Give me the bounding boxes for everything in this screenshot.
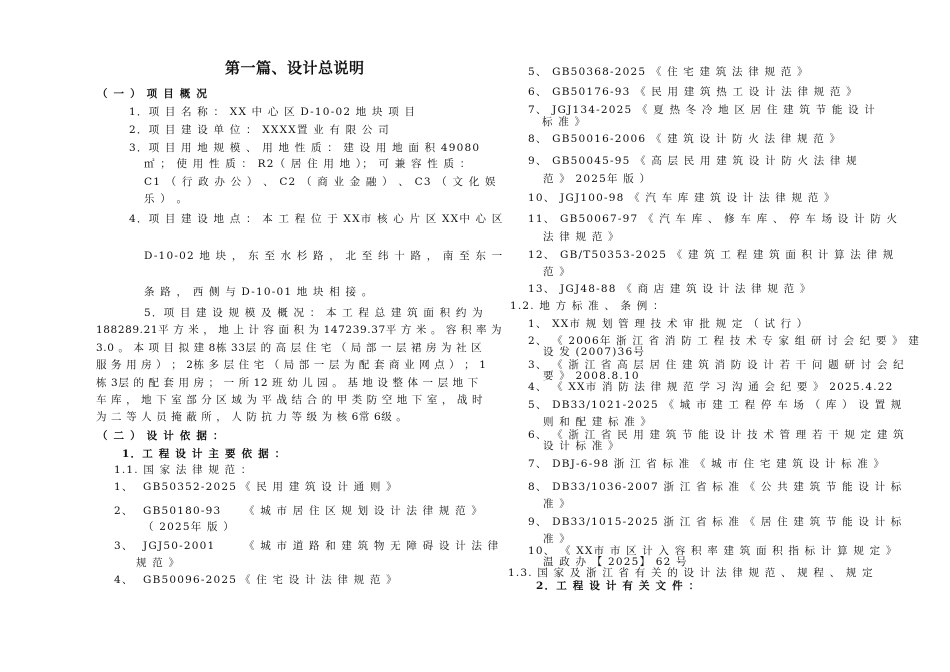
list-item: 11、 GB50067-97 《 汽 车 库 、 修 车 库 、 停 车 场 设 计 防 火 [528, 213, 899, 225]
list-item: 4、 《 XX市 消 防 法 律 规 范 学 习 沟 通 会 纪 要 》 2025.4.22 [528, 381, 894, 393]
list-item-continuation: 范 》 [543, 266, 571, 278]
paragraph-line: 服 务 用 房 ） ； 2栋 多 层 住 宅 （ 局 部 一 层 为 配 套 商 业 网 点 ） ； 1 [96, 359, 487, 371]
list-item-number: 2、 [114, 505, 134, 517]
list-item-title: 《 民 用 建 筑 设 计 通 则 》 [240, 481, 398, 493]
list-item: 1、 XX市 规 划 管 理 技 术 审 批 规 定 （ 试 行 ） [528, 318, 809, 330]
paragraph-line: 条 路 ， 西 侧 与 D-10-01 地 块 相 接 。 [144, 286, 374, 298]
list-item: 3、 《 浙 江 省 高 层 居 住 建 筑 消 防 设 计 若 干 问 题 研 讨 会 纪 [528, 359, 905, 371]
list-item: 5、 DB33/1021-2025 《 城 市 建 工 程 停 车 场 （ 库 ） 设 置 规 [528, 399, 903, 411]
list-item-number: 1、 [114, 481, 134, 493]
list-item: 9、 GB50045-95 《 高 层 民 用 建 筑 设 计 防 火 法 律 规 [528, 155, 858, 167]
subsection-heading: 2．工 程 设 计 有 关 文 件 ： [536, 580, 701, 592]
list-item-continuation: 范 》 2025年 版 ） [543, 173, 652, 185]
list-item: 7、 DBJ-6-98 浙 江 省 标 准 《 城 市 住 宅 建 筑 设 计 标 准 》 [528, 458, 886, 470]
list-item-continuation: 标 准 》 [542, 116, 587, 128]
list-item-code: JGJ50-2001 [143, 540, 216, 552]
subsection-heading: 1.2. 地 方 标 准 、 条 例 ： [510, 300, 665, 312]
paragraph-line: 车 库 ， 地 下 室 部 分 区 域 为 平 战 结 合 的 甲 类 防 空 地 下 室 ， 战 时 [96, 394, 484, 406]
paragraph-line: D-10-02 地 块 ， 东 至 水 杉 路 ， 北 至 纬 十 路 ， 南 至 东 一 [144, 250, 504, 262]
list-item: 7、 JGJ134-2025 《 夏 热 冬 冷 地 区 居 住 建 筑 节 能 设 计 [528, 104, 876, 116]
list-item-continuation: 温 政 办 【 2025】 62 号 [543, 556, 688, 568]
subsection-heading: 1.1. 国 家 法 律 规 范 ： [114, 464, 253, 476]
list-item-continuation: 法 律 规 范 》 [543, 231, 620, 243]
project-name: 1．项 目 名 称 ： XX 中 心 区 D-10-02 地 块 项 目 [129, 106, 417, 118]
list-item-continuation: 要 》 2008.8.10 [543, 370, 640, 382]
paragraph-line: 5．项 目 建 设 规 模 及 概 况 ： 本 工 程 总 建 筑 面 积 约 为 [144, 307, 484, 319]
list-item: 10、 JGJ100-98 《 汽 车 库 建 筑 设 计 法 律 规 范 》 [528, 192, 836, 204]
list-item: 9、 DB33/1015-2025 浙 江 省 标 准 《 居 住 建 筑 节 能 设 计 标 [528, 516, 903, 528]
list-item: 2、 《 2006年 浙 江 省 消 防 工 程 技 术 专 家 组 研 讨 会 纪 要 》 建 [528, 335, 921, 347]
list-item-continuation: 设 发 (2007)36号 [543, 346, 646, 358]
paragraph-line: 188289.21平 方 米 ， 地 上 计 容 面 积 为 147239.37平 方 米 。 容 积 率 为 [96, 324, 503, 336]
page-title: 第一篇、设计总说明 [225, 59, 365, 77]
list-item-continuation: 规 范 》 [136, 557, 181, 569]
list-item: 13、 JGJ48-88 《 商 店 建 筑 设 计 法 律 规 范 》 [528, 283, 812, 295]
list-item-title: 《 城 市 居 住 区 规 划 设 计 法 律 规 范 》 [244, 505, 484, 517]
list-item: 5、 GB50368-2025 《 住 宅 建 筑 法 律 规 范 》 [528, 66, 809, 78]
list-item-continuation: 准 》 [543, 498, 571, 510]
list-item-number: 3、 [114, 540, 134, 552]
list-item-title: 《 住 宅 设 计 法 律 规 范 》 [240, 574, 398, 586]
list-item-continuation: 准 》 [543, 533, 571, 545]
list-item-number: 4、 [114, 574, 134, 586]
paragraph-line: C1 （ 行 政 办 公 ） 、 C2 （ 商 业 金 融 ） 、 C3 （ 文 化 娱 [144, 176, 497, 188]
paragraph-line: 4．项 目 建 设 地 点 ： 本 工 程 位 于 XX市 核 心 片 区 XX中 心 区 [129, 213, 504, 225]
list-item-continuation: 则 和 配 建 标 准 》 [543, 416, 653, 428]
list-item-code: GB50180-93 [143, 505, 222, 517]
list-item-title: 《 城 市 道 路 和 建 筑 物 无 障 碍 设 计 法 律 [244, 540, 500, 552]
paragraph-line: 栋 3层 的 配 套 用 房 ； 一 所 12 班 幼 儿 园 。 基 地 设 整 体 一 层 地 下 [96, 377, 479, 389]
subsection-heading: 1．工 程 设 计 主 要 依 据 ： [122, 448, 287, 460]
section-heading: （ 二 ） 设 计 依 据 ： [97, 430, 225, 442]
paragraph-line: 3．项 目 用 地 规 模 、 用 地 性 质 ： 建 设 用 地 面 积 49080 [129, 142, 481, 154]
list-item-code: GB50096-2025 [143, 574, 238, 586]
list-item: 10、 《 XX市 市 区 计 入 容 积 率 建 筑 面 积 指 标 计 算 规 定 》 [528, 545, 898, 557]
list-item-code: GB50352-2025 [143, 481, 238, 493]
project-owner: 2．项 目 建 设 单 位 ： XXXX置 业 有 限 公 司 [129, 124, 390, 136]
paragraph-line: 为 二 等 人 员 掩 蔽 所 ， 人 防 抗 力 等 级 为 核 6常 6级 。 [96, 411, 408, 423]
subsection-heading: 1.3. 国 家 及 浙 江 省 有 关 的 设 计 法 律 规 范 、 规 程 、 规 定 [508, 567, 874, 579]
list-item: 6、 《 浙 江 省 民 用 建 筑 节 能 设 计 技 术 管 理 若 干 规 定 建 筑 [528, 429, 905, 441]
list-item: 8、 DB33/1036-2007 浙 江 省 标 准 《 公 共 建 筑 节 能 设 计 标 [528, 481, 903, 493]
paragraph-line: 3.0 。 本 项 目 拟 建 8栋 33层 的 高 层 住 宅 （ 局 部 一 层 裙 房 为 社 区 [96, 342, 483, 354]
paragraph-line: 乐 ） 。 [144, 193, 189, 205]
paragraph-line: ㎡ ； 使 用 性 质 ： R2（ 居 住 用 地 ）； 可 兼 容 性 质 ： [144, 158, 472, 170]
list-item-continuation: 设 计 标 准 》 [543, 440, 620, 452]
list-item: 12、 GB/T50353-2025 《 建 筑 工 程 建 筑 面 积 计 算 法 律 规 [528, 249, 895, 261]
list-item-continuation: （ 2025年 版 ） [143, 521, 235, 533]
list-item: 6、 GB50176-93 《 民 用 建 筑 热 工 设 计 法 律 规 范 》 [528, 86, 858, 98]
list-item: 8、 GB50016-2006 《 建 筑 设 计 防 火 法 律 规 范 》 [528, 133, 842, 145]
section-heading: （ 一 ） 项 目 概 况 [97, 88, 209, 100]
